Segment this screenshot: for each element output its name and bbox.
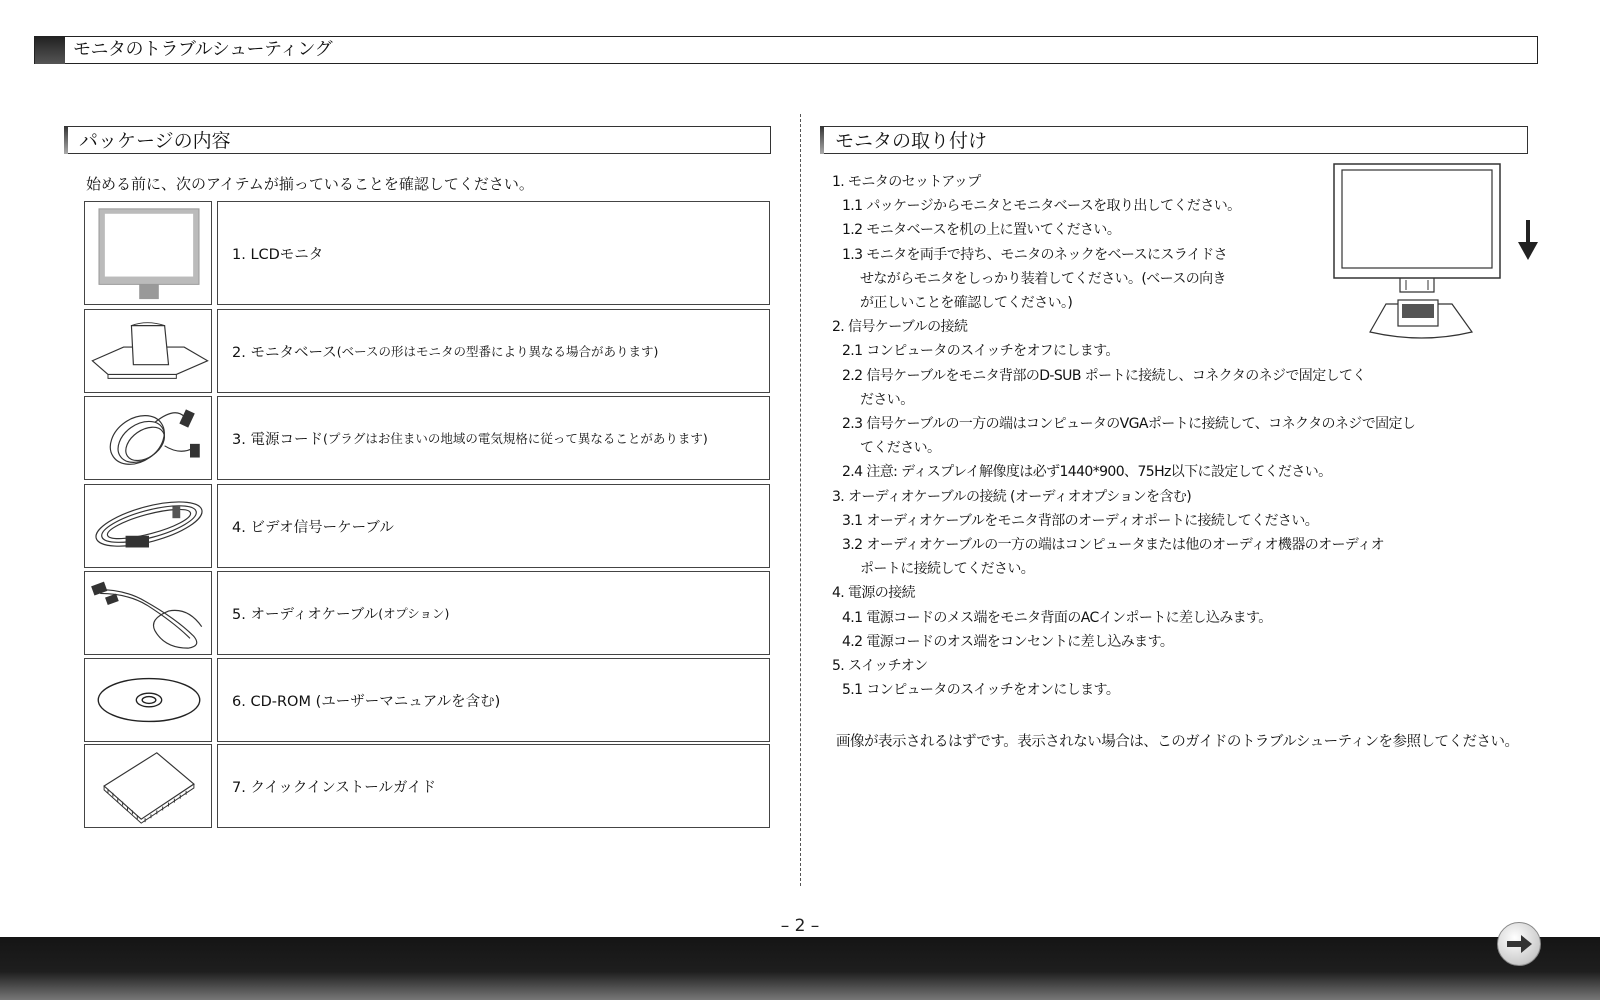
step-line: 1.2 モニタベースを机の上に置いてください。 — [842, 222, 1121, 239]
page-title: モニタのトラブルシューティング — [73, 39, 333, 60]
package-item-note: (プラグはお住まいの地域の電気規格に従って異なることがあります) — [322, 431, 708, 446]
package-item-text-cell — [217, 658, 770, 742]
step-line: てください。 — [860, 440, 941, 457]
package-item-text-cell — [217, 396, 770, 480]
package-item-image-cell — [84, 201, 212, 305]
audio-cable-icon — [85, 572, 213, 654]
package-contents-title: パッケージの内容 — [79, 130, 231, 152]
package-item-label: 4. ビデオ信号ーケーブル — [232, 519, 394, 536]
package-item-label: 3. 電源コード — [232, 431, 323, 448]
step-line: 3.2 オーディオケーブルの一方の端はコンピュータまたは他のオーディオ機器のオーディオ — [842, 537, 1385, 554]
column-divider — [800, 114, 801, 886]
step-line: 2.3 信号ケーブルの一方の端はコンピュータのVGAポートに接続して、コネクタのネジで固定し — [842, 416, 1416, 433]
package-item-label: 7. クイックインストールガイド — [232, 779, 437, 796]
next-page-button[interactable] — [1497, 922, 1541, 966]
package-item-image-cell — [84, 571, 212, 655]
page-footer-bar — [0, 937, 1600, 1000]
monitor-base-icon — [85, 310, 213, 392]
monitor-installation-title: モニタの取り付け — [835, 130, 988, 152]
step-line: 2.1 コンピュータのスイッチをオフにします。 — [842, 343, 1119, 360]
package-item-row — [84, 571, 770, 655]
monitor-mounting-illustration — [1330, 162, 1540, 352]
step-line: 5. スイッチオン — [832, 658, 928, 675]
package-item-text-cell — [217, 201, 770, 305]
package-item-row — [84, 744, 770, 828]
monitor-installation-heading — [820, 126, 1528, 154]
package-item-image-cell — [84, 484, 212, 568]
package-item-row — [84, 201, 770, 305]
step-line: 4.2 電源コードのオス端をコンセントに差し込みます。 — [842, 633, 1174, 650]
package-item-text-cell — [217, 571, 770, 655]
step-line: 2.2 信号ケーブルをモニタ背部のD-SUB ポートに接続し、コネクタのネジで固定してく — [842, 367, 1366, 384]
lcd-monitor-icon — [85, 202, 213, 304]
step-line: 2. 信号ケーブルの接続 — [832, 319, 968, 336]
step-line: 4. 電源の接続 — [832, 585, 916, 602]
package-item-row — [84, 484, 770, 568]
package-item-row — [84, 309, 770, 393]
package-item-text-cell — [217, 484, 770, 568]
quick-guide-icon — [85, 745, 213, 827]
step-line: 3.1 オーディオケーブルをモニタ背部のオーディオポートに接続してください。 — [842, 512, 1319, 529]
package-item-label: 1. LCDモニタ — [232, 246, 324, 263]
step-line: 1.1 パッケージからモニタとモニタベースを取り出してください。 — [842, 198, 1241, 215]
step-line: ポートに接続してください。 — [860, 561, 1035, 578]
arrow-down-icon — [1518, 220, 1538, 260]
package-item-text-cell — [217, 309, 770, 393]
package-item-image-cell — [84, 309, 212, 393]
step-line: 5.1 コンピュータのスイッチをオンにします。 — [842, 682, 1120, 699]
video-cable-icon — [85, 485, 213, 567]
package-contents-heading — [64, 126, 771, 154]
step-line: せながらモニタをしっかり装着してください。(ベースの向き — [860, 270, 1226, 287]
closing-note: 画像が表示されるはずです。表示されない場合は、このガイドのトラブルシューティンを参照してください。 — [836, 734, 1519, 750]
package-item-image-cell — [84, 396, 212, 480]
header-tab-marker — [35, 37, 65, 64]
step-line: 2.4 注意: ディスプレイ解像度は必ず1440*900、75Hz以下に設定してください。 — [842, 464, 1332, 481]
page-header — [34, 36, 1538, 64]
package-item-note: (オプション) — [378, 606, 450, 621]
package-item-label: 5. オーディオケーブル — [232, 606, 379, 623]
step-line: 1.3 モニタを両手で持ち、モニタのネックをベースにスライドさ — [842, 246, 1227, 263]
cd-rom-icon — [85, 659, 213, 741]
step-line: が正しいことを確認してください。) — [860, 295, 1073, 312]
package-item-row — [84, 658, 770, 742]
package-item-image-cell — [84, 744, 212, 828]
package-item-label: 2. モニタベース — [232, 344, 337, 361]
arrow-right-icon — [1498, 923, 1540, 965]
package-item-note: (ベースの形はモニタの型番により異なる場合があります) — [336, 344, 659, 359]
package-item-row — [84, 396, 770, 480]
step-line: 3. オーディオケーブルの接続 (オーディオオプションを含む) — [832, 488, 1192, 505]
page-number: – 2 – — [780, 916, 820, 936]
power-cord-icon — [85, 397, 213, 479]
package-item-image-cell — [84, 658, 212, 742]
step-line: 4.1 電源コードのメス端をモニタ背面のACインポートに差し込みます。 — [842, 609, 1272, 626]
package-item-label: 6. CD-ROM (ユーザーマニュアルを含む) — [232, 693, 501, 710]
package-intro-text: 始める前に、次のアイテムが揃っていることを確認してください。 — [86, 175, 534, 193]
step-line: ださい。 — [860, 391, 914, 408]
package-item-text-cell — [217, 744, 770, 828]
step-line: 1. モニタのセットアップ — [832, 174, 981, 190]
